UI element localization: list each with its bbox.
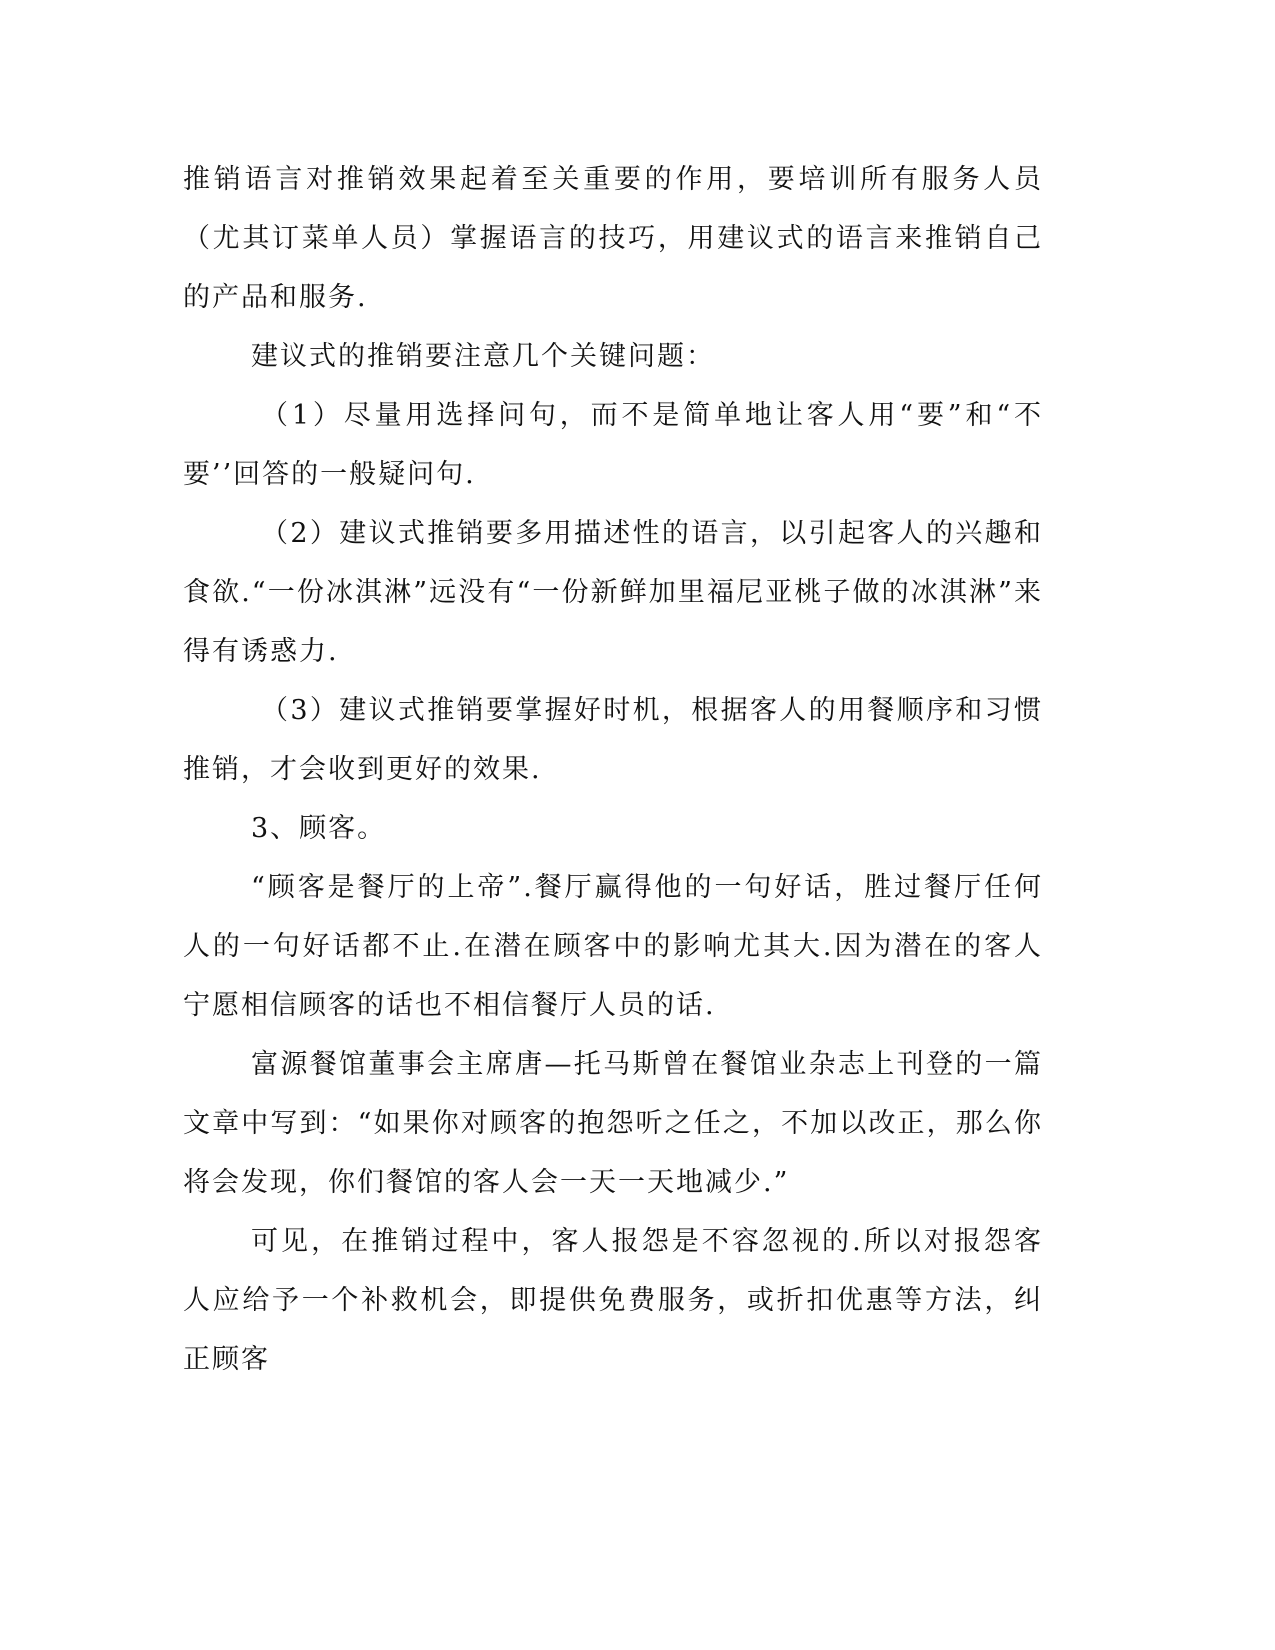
list-item-1: （1）尽量用选择问句，而不是简单地让客人用“要”和“不要’’回答的一般疑问句. <box>183 400 1043 490</box>
paragraph-quote: 富源餐馆董事会主席唐—托马斯曾在餐馆业杂志上刊登的一篇文章中写到：“如果你对顾客的抱怨听之任之，不加以改正，那么你将会发现，你们餐馆的客人会一天一天地减少.” <box>183 1049 1043 1198</box>
document-body <box>183 150 1043 1389</box>
paragraph-complaints: 可见，在推销过程中，客人报怨是不容忽视的.所以对报怨客人应给予一个补救机会，即提供免费服务，或折扣优惠等方法，纠正顾客 <box>183 1226 1043 1375</box>
paragraph-customer-god: “顾客是餐厅的上帝”.餐厅赢得他的一句好话，胜过餐厅任何人的一句好话都不止.在潜在顾客中的影响尤其大.因为潜在的客人宁愿相信顾客的话也不相信餐厅人员的话. <box>183 872 1043 1021</box>
list-item-2: （2）建议式推销要多用描述性的语言，以引起客人的兴趣和食欲.“一份冰淇淋”远没有“一份新鲜加里福尼亚桃子做的冰淇淋”来得有诱惑力. <box>183 518 1043 667</box>
paragraph-key-issues-heading: 建议式的推销要注意几个关键问题： <box>251 341 715 372</box>
section-heading-customers: 3、顾客。 <box>251 813 387 844</box>
paragraph-sales-language: 推销语言对推销效果起着至关重要的作用，要培训所有服务人员（尤其订菜单人员）掌握语言的技巧，用建议式的语言来推销自己的产品和服务. <box>183 164 1043 313</box>
list-item-3: （3）建议式推销要掌握好时机，根据客人的用餐顺序和习惯推销，才会收到更好的效果. <box>183 695 1043 785</box>
